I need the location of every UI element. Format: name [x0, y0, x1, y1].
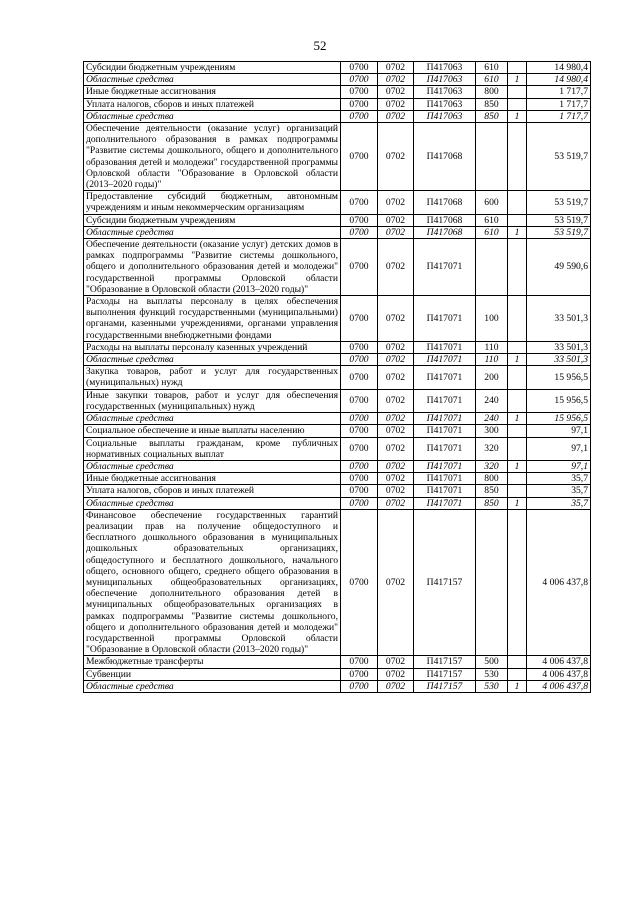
row-name: Иные бюджетные ассигнования — [84, 473, 341, 485]
row-target-article: П417063 — [414, 62, 476, 74]
row-target-article: П417068 — [414, 214, 476, 226]
row-amount: 33 501,3 — [527, 354, 591, 366]
row-expense-type: 610 — [476, 214, 508, 226]
row-expense-type — [476, 239, 508, 296]
table-row — [84, 239, 591, 296]
row-target-article: П417071 — [414, 366, 476, 389]
row-section: 0700 — [341, 680, 378, 692]
table-row — [84, 214, 591, 226]
row-subsection: 0702 — [378, 680, 414, 692]
table-row — [84, 62, 591, 74]
row-target-article: П417071 — [414, 437, 476, 460]
row-expense-type: 610 — [476, 62, 508, 74]
row-source — [508, 123, 527, 191]
row-expense-type — [476, 509, 508, 656]
row-amount: 97,1 — [527, 437, 591, 460]
row-subsection: 0702 — [378, 123, 414, 191]
table-row — [84, 509, 591, 656]
row-name: Расходы на выплаты персоналу в целях обеспечения выполнения функций государственными (муниципальными) органами, казенными учреждениями, органами управления государственными внебюджетными фондами — [84, 296, 341, 342]
row-amount: 14 980,4 — [527, 62, 591, 74]
row-amount: 33 501,3 — [527, 296, 591, 342]
row-name: Субвенции — [84, 668, 341, 680]
table-row — [84, 98, 591, 110]
row-expense-type: 100 — [476, 296, 508, 342]
row-name: Иные бюджетные ассигнования — [84, 86, 341, 98]
table-row — [84, 680, 591, 692]
row-name: Обеспечение деятельности (оказание услуг) организаций дополнительного образования в рамках подпрограммы "Развитие системы дошкольного, общего и дополнительного образования детей и молодежи" государственной программы Орловской области "Образование в Орловской области (2013–2020 годы)" — [84, 123, 341, 191]
row-amount: 4 006 437,8 — [527, 680, 591, 692]
row-source: 1 — [508, 497, 527, 509]
row-subsection: 0702 — [378, 425, 414, 437]
row-subsection: 0702 — [378, 460, 414, 472]
row-section: 0700 — [341, 668, 378, 680]
row-section: 0700 — [341, 341, 378, 353]
row-name: Субсидии бюджетным учреждениям — [84, 214, 341, 226]
row-amount: 1 717,7 — [527, 86, 591, 98]
row-section: 0700 — [341, 656, 378, 668]
row-subsection: 0702 — [378, 214, 414, 226]
row-name: Областные средства — [84, 413, 341, 425]
row-amount: 35,7 — [527, 485, 591, 497]
row-subsection: 0702 — [378, 497, 414, 509]
row-name: Обеспечение деятельности (оказание услуг) детских домов в рамках подпрограммы "Развитие системы дошкольного, общего и дополнительного образования детей и молодежи" государственной программы Орловской области "Образование в Орловской области (2013–2020 годы)" — [84, 239, 341, 296]
row-section: 0700 — [341, 366, 378, 389]
row-section: 0700 — [341, 110, 378, 122]
row-name: Областные средства — [84, 74, 341, 86]
row-source — [508, 191, 527, 214]
row-expense-type: 610 — [476, 226, 508, 238]
row-amount: 35,7 — [527, 473, 591, 485]
table-row — [84, 413, 591, 425]
row-amount: 1 717,7 — [527, 98, 591, 110]
table-row — [84, 354, 591, 366]
row-amount: 53 519,7 — [527, 191, 591, 214]
row-section: 0700 — [341, 389, 378, 412]
row-target-article: П417063 — [414, 98, 476, 110]
row-subsection: 0702 — [378, 413, 414, 425]
table-row — [84, 460, 591, 472]
row-name: Уплата налогов, сборов и иных платежей — [84, 98, 341, 110]
row-subsection: 0702 — [378, 473, 414, 485]
row-source: 1 — [508, 413, 527, 425]
row-target-article: П417068 — [414, 226, 476, 238]
row-target-article: П417071 — [414, 239, 476, 296]
row-amount: 4 006 437,8 — [527, 668, 591, 680]
row-name: Областные средства — [84, 110, 341, 122]
row-expense-type: 530 — [476, 668, 508, 680]
row-source: 1 — [508, 680, 527, 692]
row-section: 0700 — [341, 413, 378, 425]
row-target-article: П417071 — [414, 389, 476, 412]
row-target-article: П417063 — [414, 86, 476, 98]
table-row — [84, 191, 591, 214]
row-name: Социальное обеспечение и иные выплаты населению — [84, 425, 341, 437]
row-expense-type: 610 — [476, 74, 508, 86]
row-source — [508, 98, 527, 110]
row-subsection: 0702 — [378, 296, 414, 342]
row-source — [508, 509, 527, 656]
row-amount: 14 980,4 — [527, 74, 591, 86]
table-row — [84, 389, 591, 412]
row-section: 0700 — [341, 354, 378, 366]
row-section: 0700 — [341, 473, 378, 485]
row-expense-type: 320 — [476, 437, 508, 460]
row-name: Межбюджетные трансферты — [84, 656, 341, 668]
row-expense-type: 530 — [476, 680, 508, 692]
row-expense-type: 240 — [476, 389, 508, 412]
row-source: 1 — [508, 226, 527, 238]
row-amount: 53 519,7 — [527, 226, 591, 238]
row-subsection: 0702 — [378, 74, 414, 86]
row-expense-type: 850 — [476, 485, 508, 497]
row-name: Областные средства — [84, 226, 341, 238]
row-target-article: П417071 — [414, 460, 476, 472]
row-subsection: 0702 — [378, 191, 414, 214]
row-expense-type: 850 — [476, 98, 508, 110]
row-section: 0700 — [341, 497, 378, 509]
row-subsection: 0702 — [378, 668, 414, 680]
row-section: 0700 — [341, 239, 378, 296]
row-target-article: П417071 — [414, 425, 476, 437]
row-source: 1 — [508, 354, 527, 366]
row-section: 0700 — [341, 123, 378, 191]
row-target-article: П417157 — [414, 680, 476, 692]
row-section: 0700 — [341, 86, 378, 98]
row-source — [508, 485, 527, 497]
row-name: Субсидии бюджетным учреждениям — [84, 62, 341, 74]
row-expense-type: 320 — [476, 460, 508, 472]
row-name: Социальные выплаты гражданам, кроме публичных нормативных социальных выплат — [84, 437, 341, 460]
row-section: 0700 — [341, 98, 378, 110]
row-target-article: П417071 — [414, 296, 476, 342]
row-expense-type — [476, 123, 508, 191]
row-expense-type: 800 — [476, 473, 508, 485]
row-name: Расходы на выплаты персоналу казенных учреждений — [84, 341, 341, 353]
row-source — [508, 389, 527, 412]
row-amount: 15 956,5 — [527, 389, 591, 412]
row-source — [508, 341, 527, 353]
row-amount: 53 519,7 — [527, 123, 591, 191]
row-source — [508, 62, 527, 74]
row-amount: 53 519,7 — [527, 214, 591, 226]
row-amount: 35,7 — [527, 497, 591, 509]
row-section: 0700 — [341, 214, 378, 226]
row-source — [508, 473, 527, 485]
row-section: 0700 — [341, 425, 378, 437]
row-subsection: 0702 — [378, 656, 414, 668]
row-subsection: 0702 — [378, 239, 414, 296]
row-source — [508, 437, 527, 460]
row-subsection: 0702 — [378, 86, 414, 98]
row-section: 0700 — [341, 62, 378, 74]
row-section: 0700 — [341, 226, 378, 238]
row-name: Областные средства — [84, 354, 341, 366]
row-target-article: П417071 — [414, 485, 476, 497]
row-section: 0700 — [341, 74, 378, 86]
row-subsection: 0702 — [378, 437, 414, 460]
row-source — [508, 214, 527, 226]
row-amount: 1 717,7 — [527, 110, 591, 122]
page-number: 52 — [313, 38, 327, 53]
table-row — [84, 123, 591, 191]
row-subsection: 0702 — [378, 389, 414, 412]
row-section: 0700 — [341, 485, 378, 497]
row-name: Закупка товаров, работ и услуг для государственных (муниципальных) нужд — [84, 366, 341, 389]
row-target-article: П417071 — [414, 497, 476, 509]
row-expense-type: 300 — [476, 425, 508, 437]
row-source — [508, 425, 527, 437]
row-name: Финансовое обеспечение государственных гарантий реализации прав на получение общедоступного и бесплатного дошкольного образования в муниципальных дошкольных образовательных организациях, общедоступного и бесплатного дошкольного, начального общего, основного общего, среднего общего образования в муниципальных общеобразовательных организациях, обеспечение дополнительного образования детей в муниципальных общеобразовательных организациях в рамках подпрограммы "Развитие системы дошкольного, общего и дополнительного образования детей и молодежи" государственной программы Орловской области "Образование в Орловской области (2013–2020 годы)" — [84, 509, 341, 656]
row-amount: 15 956,5 — [527, 413, 591, 425]
row-expense-type: 110 — [476, 354, 508, 366]
row-amount: 4 006 437,8 — [527, 656, 591, 668]
row-target-article: П417063 — [414, 110, 476, 122]
row-source — [508, 239, 527, 296]
row-source: 1 — [508, 74, 527, 86]
row-section: 0700 — [341, 437, 378, 460]
row-target-article: П417157 — [414, 656, 476, 668]
row-target-article: П417071 — [414, 413, 476, 425]
row-expense-type: 500 — [476, 656, 508, 668]
table-row — [84, 74, 591, 86]
row-subsection: 0702 — [378, 98, 414, 110]
row-target-article: П417068 — [414, 123, 476, 191]
row-name: Уплата налогов, сборов и иных платежей — [84, 485, 341, 497]
row-target-article: П417071 — [414, 341, 476, 353]
row-subsection: 0702 — [378, 226, 414, 238]
row-expense-type: 240 — [476, 413, 508, 425]
row-source — [508, 86, 527, 98]
table-row — [84, 485, 591, 497]
table-row — [84, 425, 591, 437]
row-section: 0700 — [341, 296, 378, 342]
table-row — [84, 226, 591, 238]
table-row — [84, 437, 591, 460]
row-target-article: П417157 — [414, 668, 476, 680]
row-source — [508, 296, 527, 342]
row-target-article: П417068 — [414, 191, 476, 214]
row-section: 0700 — [341, 191, 378, 214]
row-source — [508, 656, 527, 668]
row-name: Областные средства — [84, 460, 341, 472]
row-source — [508, 366, 527, 389]
row-amount: 49 590,6 — [527, 239, 591, 296]
row-expense-type: 110 — [476, 341, 508, 353]
row-expense-type: 200 — [476, 366, 508, 389]
row-source: 1 — [508, 110, 527, 122]
row-amount: 97,1 — [527, 460, 591, 472]
row-section: 0700 — [341, 509, 378, 656]
row-expense-type: 850 — [476, 110, 508, 122]
table-row — [84, 86, 591, 98]
row-section: 0700 — [341, 460, 378, 472]
row-target-article: П417063 — [414, 74, 476, 86]
row-source — [508, 668, 527, 680]
row-amount: 33 501,3 — [527, 341, 591, 353]
row-target-article: П417071 — [414, 473, 476, 485]
budget-table — [83, 61, 591, 693]
row-amount: 4 006 437,8 — [527, 509, 591, 656]
row-subsection: 0702 — [378, 110, 414, 122]
table-row — [84, 497, 591, 509]
row-source: 1 — [508, 460, 527, 472]
table-row — [84, 656, 591, 668]
row-amount: 15 956,5 — [527, 366, 591, 389]
row-name: Предоставление субсидий бюджетным, автономным учреждениям и иным некоммерческим организациям — [84, 191, 341, 214]
row-subsection: 0702 — [378, 341, 414, 353]
row-target-article: П417157 — [414, 509, 476, 656]
row-subsection: 0702 — [378, 366, 414, 389]
row-target-article: П417071 — [414, 354, 476, 366]
row-expense-type: 800 — [476, 86, 508, 98]
row-subsection: 0702 — [378, 485, 414, 497]
row-expense-type: 850 — [476, 497, 508, 509]
table-row — [84, 366, 591, 389]
table-row — [84, 473, 591, 485]
row-name: Областные средства — [84, 497, 341, 509]
row-amount: 97,1 — [527, 425, 591, 437]
row-name: Областные средства — [84, 680, 341, 692]
row-subsection: 0702 — [378, 354, 414, 366]
table-row — [84, 110, 591, 122]
row-expense-type: 600 — [476, 191, 508, 214]
table-row — [84, 296, 591, 342]
row-name: Иные закупки товаров, работ и услуг для обеспечения государственных (муниципальных) нужд — [84, 389, 341, 412]
row-subsection: 0702 — [378, 62, 414, 74]
table-row — [84, 341, 591, 353]
row-subsection: 0702 — [378, 509, 414, 656]
table-row — [84, 668, 591, 680]
